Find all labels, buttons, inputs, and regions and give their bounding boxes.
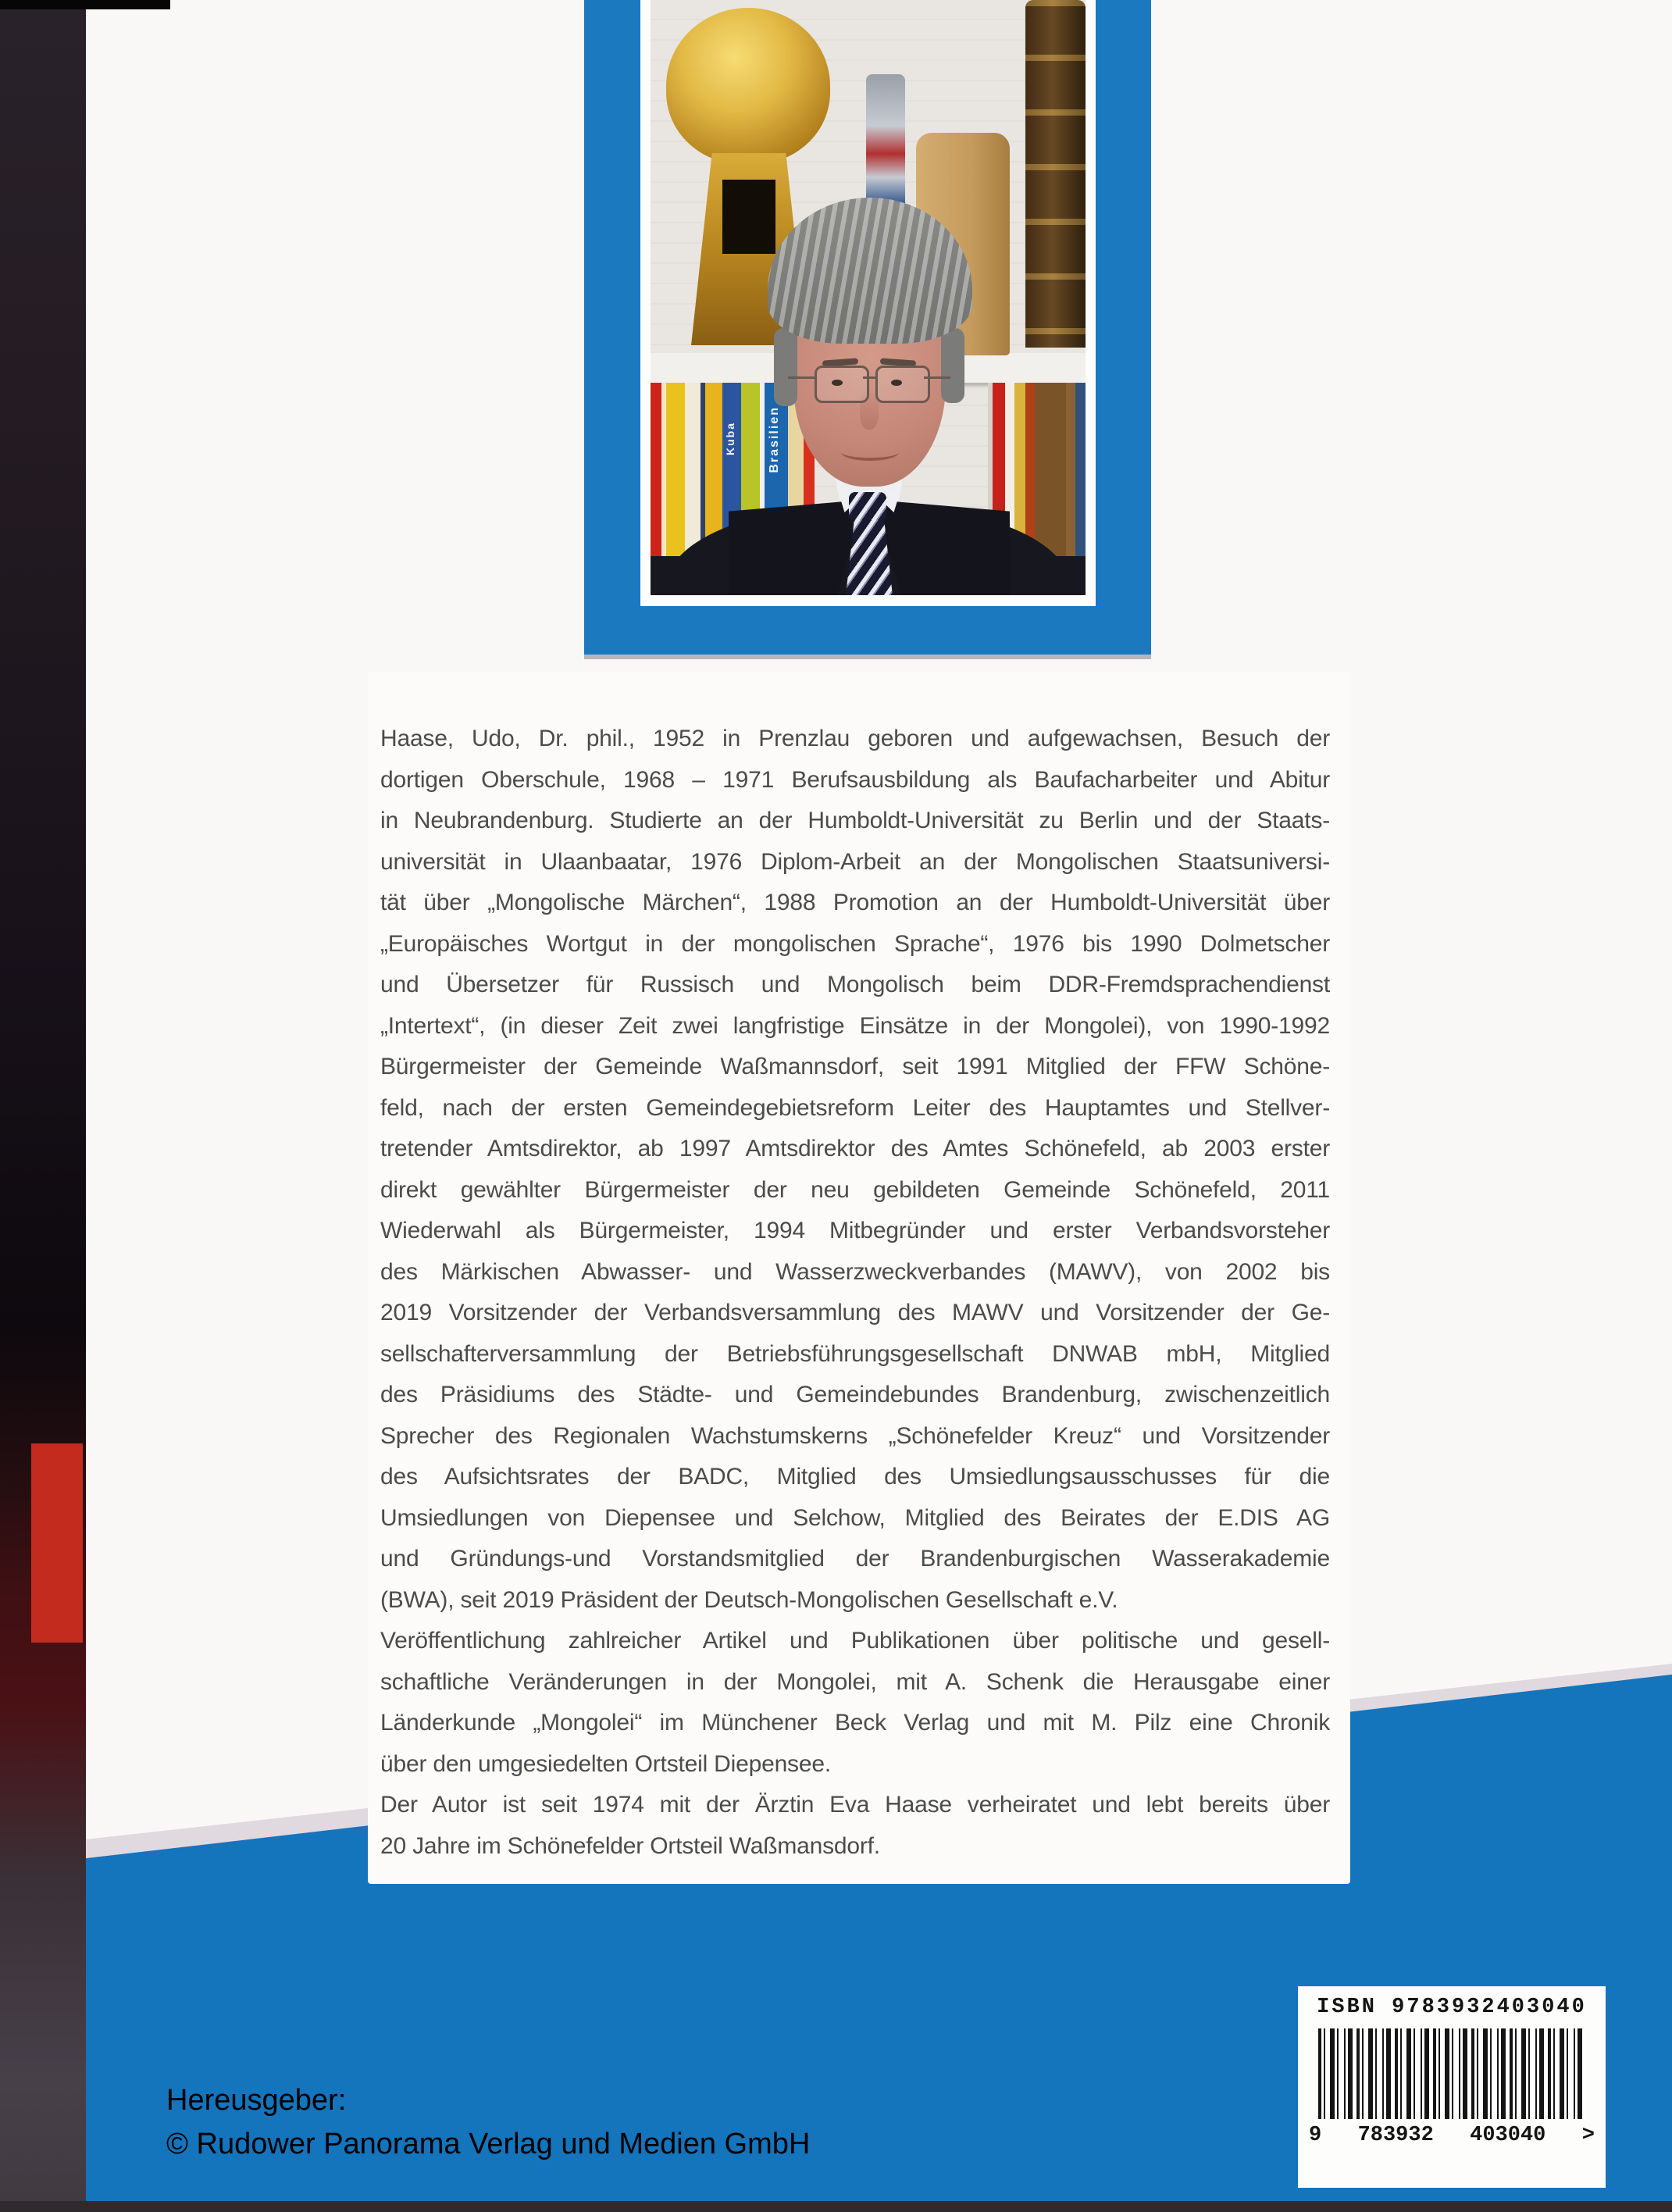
bio-line: dortigen Oberschule, 1968 – 1971 Berufsausbildung als Baufacharbeiter und Abitur [380,766,1330,793]
bio-line: (BWA), seit 2019 Präsident der Deutsch-Mongolischen Gesellschaft e.V. [380,1586,1118,1613]
bio-line: direkt gewählter Bürgermeister der neu gebildeten Gemeinde Schönefeld, 2011 [380,1176,1330,1203]
scan-top-edge [0,0,170,9]
bio-line: in Neubrandenburg. Studierte an der Humboldt-Universität zu Berlin und der Staats- [380,808,1330,833]
bio-line: tretender Amtsdirektor, ab 1997 Amtsdirektor des Amtes Schönefeld, ab 2003 erster [380,1136,1330,1161]
bio-line: Der Autor ist seit 1974 mit der Ärztin Eva Haase verheiratet und lebt bereits über [380,1792,1330,1818]
publisher-label: Hereusgeber: [166,2084,347,2117]
striped-tie-knot [849,492,886,523]
bio-line: und Gründungs-und Vorstandsmitglied der Brandenburgischen Wasserakademie [380,1546,1330,1572]
book-spine-label-kuba: Kuba [724,422,736,455]
brass-bowl [666,8,830,164]
bio-line: des Aufsichtsrates der BADC, Mitglied des Umsiedlungsausschusses für die [380,1464,1330,1490]
bio-line: Wiederwahl als Bürgermeister, 1994 Mitbegründer und erster Verbandsvorsteher [380,1218,1330,1243]
bio-line: 2019 Vorsitzender der Verbandsversammlung des MAWV und Vorsitzender der Ge- [380,1300,1330,1325]
bio-line: schaftliche Veränderungen in der Mongolei, mit A. Schenk die Herausgabe einer [380,1668,1330,1695]
book-spine-label-brasilien: Brasilien [768,406,781,473]
bio-line: Länderkunde „Mongolei“ im Münchener Beck Verlag und mit M. Pilz eine Chronik [380,1710,1330,1736]
author-portrait-photo [651,0,1086,595]
ean13-barcode [1318,2028,1585,2119]
scan-left-edge-strip [0,0,86,2212]
bronze-container-stack [1025,0,1086,348]
hair-sideburn-left [774,328,797,406]
bio-line: sellschafterversammlung der Betriebsführungsgesellschaft DNWAB mbH, Mitglied [380,1340,1330,1367]
isbn-barcode-box [1298,1986,1606,2188]
author-smile [841,444,899,461]
author-biography-text [380,719,1330,1867]
barcode-digit-group2: 403040 [1470,2124,1546,2147]
barcode-digit-tail: > [1581,2124,1595,2147]
bio-line: Veröffentlichung zahlreicher Artikel und Publikationen über politische und gesell- [380,1628,1330,1654]
bio-line: Sprecher des Regionalen Wachstumskerns „Schönefelder Kreuz“ und Vorsitzender [380,1422,1330,1449]
author-eye-left [832,380,843,386]
glasses-temple-left [788,376,816,379]
bio-line: feld, nach der ersten Gemeindegebietsreform Leiter des Hauptamtes und Stellver- [380,1094,1330,1121]
bio-line: „Europäisches Wortgut in der mongolischen Sprache“, 1976 bis 1990 Dolmetscher [380,930,1330,957]
bio-line: „Intertext“, (in dieser Zeit zwei langfristige Einsätze in der Mongolei), von 1990-1992 [380,1012,1330,1039]
bio-line: und Übersetzer für Russisch und Mongolisch beim DDR-Fremdsprachendienst [380,972,1330,997]
author-eye-right [891,380,902,386]
barcode-digits-row [1309,2124,1595,2147]
bio-line: Haase, Udo, Dr. phil., 1952 in Prenzlau geboren und aufgewachsen, Besuch der [380,726,1330,751]
glasses-bridge [863,376,877,379]
bio-line: des Märkischen Abwasser- und Wasserzweckverbandes (MAWV), von 2002 bis [380,1258,1330,1285]
publisher-name: © Rudower Panorama Verlag und Medien GmbH [166,2128,811,2160]
panel-bottom-shadow [584,655,1151,659]
brass-bowl-opening [722,180,775,254]
bio-line: tät über „Mongolische Märchen“, 1988 Promotion an der Humboldt-Universität über [380,890,1330,915]
barcode-digit-group1: 783932 [1357,2124,1434,2147]
bio-line: Umsiedlungen von Diepensee und Selchow, Mitglied des Beirates der E.DIS AG [380,1504,1330,1531]
glasses-lens-right [875,366,930,403]
glasses-temple-right [924,376,950,379]
red-spine-block [31,1443,83,1643]
bio-line: 20 Jahre im Schönefelder Ortsteil Waßmansdorf. [380,1832,880,1859]
bio-line: universität in Ulaanbaatar, 1976 Diplom-Arbeit an der Mongolischen Staatsuniversi- [380,848,1330,875]
hair-sideburn-right [941,328,964,403]
bio-line: Bürgermeister der Gemeinde Waßmannsdorf, seit 1991 Mitglied der FFW Schöne- [380,1054,1330,1079]
barcode-digit-first: 9 [1309,2124,1322,2147]
isbn-number-label: ISBN 9783932403040 [1317,1996,1587,2019]
scan-bottom-edge [0,2201,1672,2212]
author-nose [860,389,879,430]
bio-line: über den umgesiedelten Ortsteil Diepensee. [380,1750,831,1777]
bio-line: des Präsidiums des Städte- und Gemeindebundes Brandenburg, zwischenzeitlich [380,1382,1330,1407]
